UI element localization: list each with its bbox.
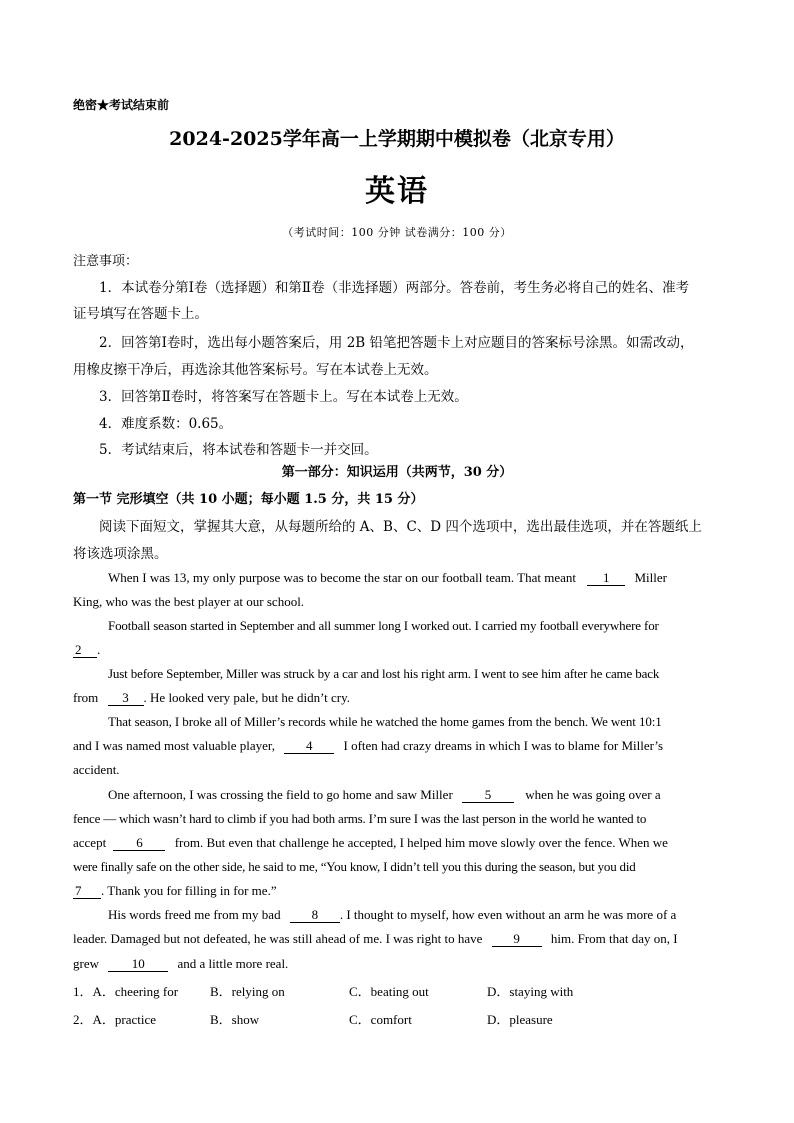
notice-item-2: 2．回答第Ⅰ卷时，选出每小题答案后，用 2B 铅笔把答题卡上对应题目的答案标号涂黑。如需改动， xyxy=(99,335,694,351)
passage-text: from. But even that challenge he accepted, I helped him move slowly over the fence. When we xyxy=(174,835,668,850)
passage-line xyxy=(108,570,667,586)
option-c: C．beating out xyxy=(349,984,429,999)
blank-5: 5 xyxy=(462,788,514,803)
notice-item-1: 1．本试卷分第Ⅰ卷（选择题）和第Ⅱ卷（非选择题）两部分。答卷前，考生务必将自己的姓名、准考 xyxy=(99,280,690,296)
passage-line xyxy=(73,738,663,754)
blank-9: 9 xyxy=(492,932,542,947)
blank-7: 7 xyxy=(73,884,101,899)
question-number: 1． xyxy=(73,984,93,999)
passage-line: Football season started in September and all summer long I worked out. I carried my football everywhere for xyxy=(108,618,659,633)
passage-text: I often had crazy dreams in which I was to blame for Miller’s xyxy=(343,738,664,753)
notice-item-5: 5．考试结束后，将本试卷和答题卡一并交回。 xyxy=(99,442,378,458)
passage-line xyxy=(108,787,661,803)
passage-text: . I thought to myself, how even without an arm he was more of a xyxy=(339,907,677,922)
passage-line xyxy=(73,690,350,706)
passage-line: Just before September, Miller was struck by a car and lost his right arm. I went to see him after he came back xyxy=(108,666,660,681)
passage-text: . He looked very pale, but he didn’t cry. xyxy=(143,690,351,705)
instruction-cont: 将该选项涂黑。 xyxy=(73,546,168,562)
passage-line xyxy=(73,642,100,658)
passage-line xyxy=(73,835,668,851)
passage-text: when he was going over a xyxy=(525,787,661,802)
passage-line xyxy=(73,883,277,899)
passage-text: Miller xyxy=(634,570,667,585)
option-a: A．cheering for xyxy=(92,984,179,999)
passage-text: . Thank you for filling in for me.” xyxy=(101,883,277,898)
passage-line: King, who was the best player at our school. xyxy=(73,594,305,609)
option-b: B．show xyxy=(210,1012,260,1027)
notice-item-2-cont: 用橡皮擦干净后，再选涂其他答案标号。写在本试卷上无效。 xyxy=(73,362,438,378)
passage-line: accident. xyxy=(73,762,120,777)
blank-8: 8 xyxy=(290,908,340,923)
exam-title: 2024-2025学年高一上学期期中模拟卷（北京专用） xyxy=(169,128,625,150)
passage-line xyxy=(108,907,676,923)
question-number: 2． xyxy=(73,1012,93,1027)
notice-item-3: 3．回答第Ⅱ卷时，将答案写在答题卡上。写在本试卷上无效。 xyxy=(99,389,468,405)
option-c: C．comfort xyxy=(349,1012,412,1027)
passage-text: His words freed me from my bad xyxy=(108,907,281,922)
option-b: B．relying on xyxy=(210,984,285,999)
passage-text: him. From that day on, I xyxy=(550,931,678,946)
passage-line: That season, I broke all of Miller’s records while he watched the home games from the bench. We went 10:1 xyxy=(108,714,662,729)
blank-6: 6 xyxy=(113,836,165,851)
option-a: A．practice xyxy=(92,1012,157,1027)
passage-text: One afternoon, I was crossing the field to go home and saw Miller xyxy=(108,787,453,802)
blank-1: 1 xyxy=(587,571,625,586)
blank-3: 3 xyxy=(108,691,144,706)
option-row xyxy=(73,1009,156,1028)
instruction: 阅读下面短文，掌握其大意，从每题所给的 A、B、C、D 四个选项中，选出最佳选项，并在答题纸上 xyxy=(99,519,702,535)
passage-line: were finally safe on the other side, he said to me, “You know, I didn’t tell you this during the season, but you did xyxy=(73,859,636,874)
blank-2: 2 xyxy=(73,643,97,658)
passage-text: accept xyxy=(73,835,107,850)
notice-item-1-cont: 证号填写在答题卡上。 xyxy=(73,306,208,322)
passage-line: fence — which wasn’t hard to climb if you had both arms. I’m sure I was the last person in the world he wanted to xyxy=(73,811,647,826)
passage-line xyxy=(73,931,678,947)
passage-text: and a little more real. xyxy=(177,956,289,971)
notice-heading: 注意事项： xyxy=(73,254,139,269)
passage-text: from xyxy=(73,690,99,705)
option-row xyxy=(73,981,178,1000)
passage-text: and I was named most valuable player, xyxy=(73,738,275,753)
confidential-label: 绝密★考试结束前 xyxy=(73,98,170,112)
passage-text: When I was 13, my only purpose was to become the star on our football team. That meant xyxy=(108,570,576,585)
option-d: D．staying with xyxy=(487,984,574,999)
passage-line xyxy=(73,956,288,972)
blank-10: 10 xyxy=(108,957,168,972)
exam-info: （考试时间：100 分钟 试卷满分：100 分） xyxy=(282,226,512,239)
part-one-heading: 第一部分：知识运用（共两节，30 分） xyxy=(281,465,513,480)
option-d: D．pleasure xyxy=(487,1012,553,1027)
passage-text: grew xyxy=(73,956,99,971)
blank-4: 4 xyxy=(284,739,334,754)
notice-item-4: 4．难度系数：0.65。 xyxy=(99,416,233,432)
section-heading: 第一节 完形填空（共 10 小题；每小题 1.5 分，共 15 分） xyxy=(73,492,424,507)
passage-text: . xyxy=(97,642,101,657)
passage-text: leader. Damaged but not defeated, he was still ahead of me. I was right to have xyxy=(73,931,483,946)
subject-title: 英语 xyxy=(365,174,429,209)
